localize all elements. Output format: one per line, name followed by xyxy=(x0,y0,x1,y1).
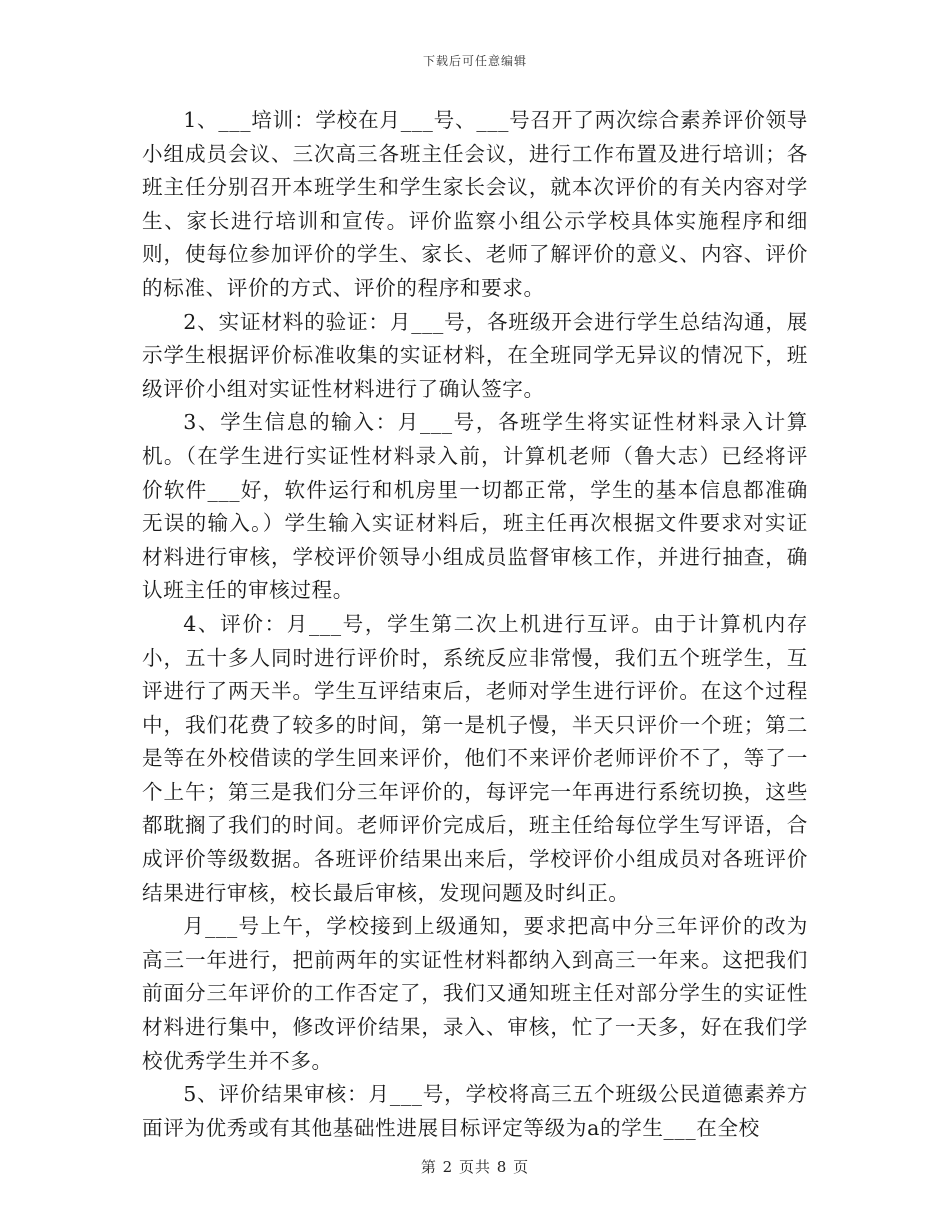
paragraph-training: 1、___培训：学校在月___号、___号召开了两次综合素养评价领导小组成员会议、三次高三各班主任会议，进行工作布置及进行培训；各班主任分别召开本班学生和学生家长会议，就本次评价的有关内容对学生、家长进行培训和宣传。评价监察小组公示学校具体实施程序和细则，使每位参加评价的学生、家长、老师了解评价的意义、内容、评价的标准、评价的方式、评价的程序和要求。 xyxy=(142,108,808,300)
page-number: 第 2 页共 8 页 xyxy=(420,1158,530,1176)
paragraph-review: 5、评价结果审核：月___号，学校将高三五个班级公民道德素养方面评为优秀或有其他基础性进展目标评定等级为a的学生___在全校 xyxy=(142,1082,808,1140)
document-body xyxy=(142,104,808,1145)
page-header: 下载后可任意编辑 xyxy=(422,54,527,68)
paragraph-data-entry: 3、学生信息的输入：月___号，各班学生将实证性材料录入计算机。（在学生进行实证性材料录入前，计算机老师（鲁大志）已经将评价软件___好，软件运行和机房里一切都正常，学生的基本信息都准确无误的输入。）学生输入实证材料后，班主任再次根据文件要求对实证材料进行审核，学校评价领导小组成员监督审核工作，并进行抽查，确认班主任的审核过程。 xyxy=(142,410,808,603)
paragraph-notice: 月___号上午，学校接到上级通知，要求把高中分三年评价的改为高三一年进行，把前两年的实证性材料都纳入到高三一年来。这把我们前面分三年评价的工作否定了，我们又通知班主任对部分学生的实证性材料进行集中，修改评价结果，录入、审核，忙了一天多，好在我们学校优秀学生并不多。 xyxy=(142,914,808,1073)
paragraph-verification: 2、实证材料的验证：月___号，各班级开会进行学生总结沟通，展示学生根据评价标准收集的实证材料，在全班同学无异议的情况下，班级评价小组对实证性材料进行了确认签字。 xyxy=(142,309,808,401)
paragraph-evaluation: 4、评价：月___号，学生第二次上机进行互评。由于计算机内存小，五十多人同时进行评价时，系统反应非常慢，我们五个班学生，互评进行了两天半。学生互评结束后，老师对学生进行评价。在这个过程中，我们花费了较多的时间，第一是机子慢，半天只评价一个班；第二是等在外校借读的学生回来评价，他们不来评价老师评价不了，等了一个上午；第三是我们分三年评价的，每评完一年再进行系统切换，这些都耽搁了我们的时间。老师评价完成后，班主任给每位学生写评语，合成评价等级数据。各班评价结果出来后，学校评价小组成员对各班评价结果进行审核，校长最后审核，发现问题及时纠正。 xyxy=(142,611,808,905)
